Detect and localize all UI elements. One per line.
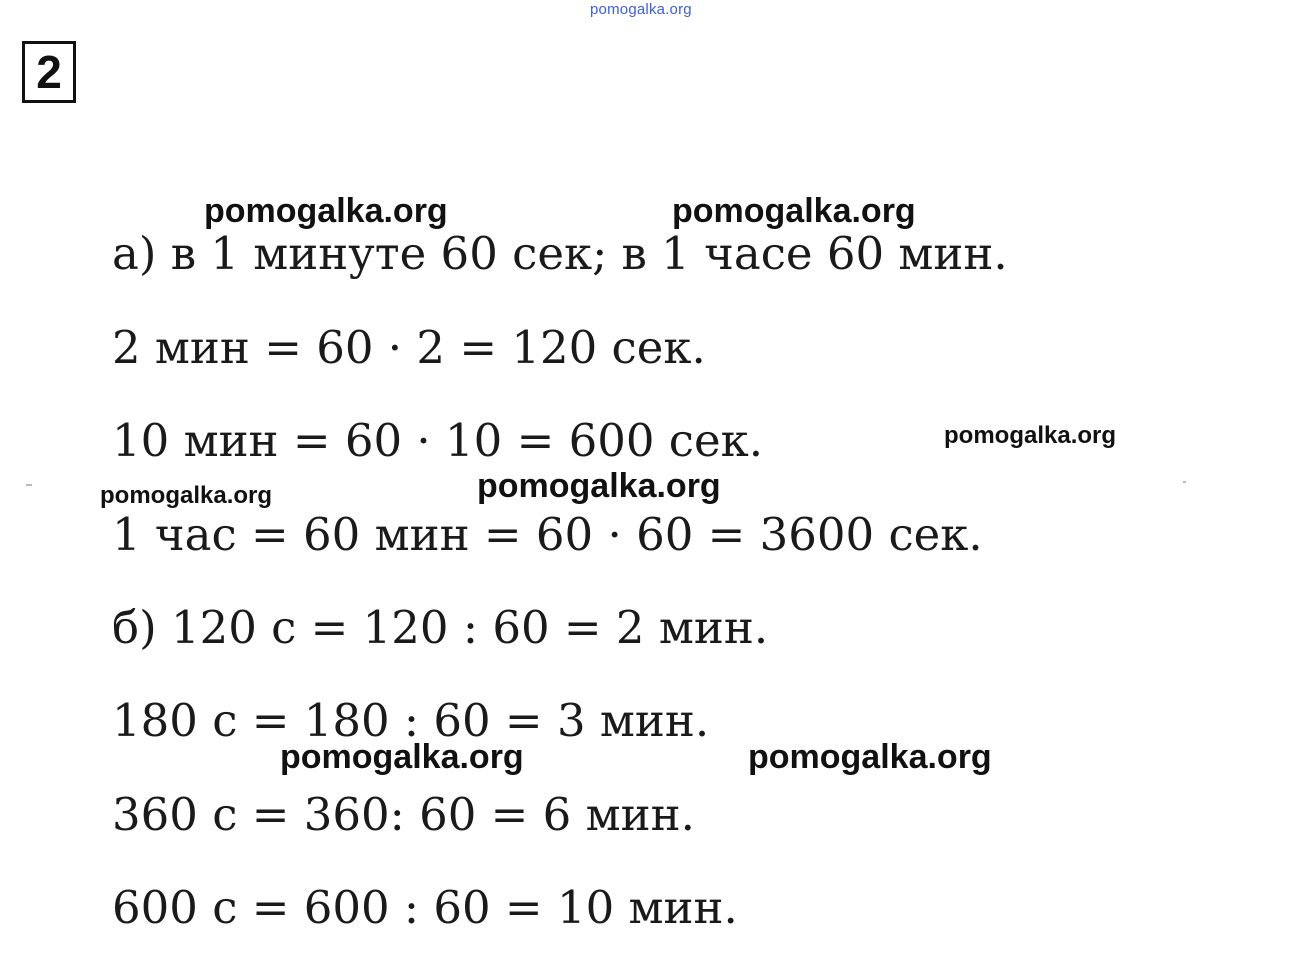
- task-number-box: 2: [22, 41, 76, 103]
- solution-line-b1: б) 120 с = 120 : 60 = 2 мин.: [112, 601, 769, 654]
- solution-line-b3: 360 с = 360: 60 = 6 мин.: [112, 788, 695, 841]
- watermark: pomogalka.org: [672, 192, 916, 230]
- scan-mark: [1183, 481, 1186, 483]
- solution-line-b4: 600 с = 600 : 60 = 10 мин.: [112, 881, 738, 934]
- solution-line-a2: 10 мин = 60 · 10 = 600 сек.: [112, 414, 764, 467]
- scan-mark: [26, 484, 32, 486]
- watermark: pomogalka.org: [204, 192, 448, 230]
- solution-line-b2: 180 с = 180 : 60 = 3 мин.: [112, 694, 710, 747]
- watermark-top: pomogalka.org: [590, 1, 692, 18]
- solution-line-a-intro: а) в 1 минуте 60 сек; в 1 часе 60 мин.: [112, 227, 1008, 280]
- watermark: pomogalka.org: [100, 482, 273, 509]
- watermark: pomogalka.org: [748, 738, 992, 776]
- solution-line-a1: 2 мин = 60 · 2 = 120 сек.: [112, 321, 706, 374]
- solution-line-a3: 1 час = 60 мин = 60 · 60 = 3600 сек.: [112, 508, 983, 561]
- watermark: pomogalka.org: [280, 738, 524, 776]
- watermark: pomogalka.org: [944, 422, 1117, 449]
- watermark: pomogalka.org: [477, 467, 721, 505]
